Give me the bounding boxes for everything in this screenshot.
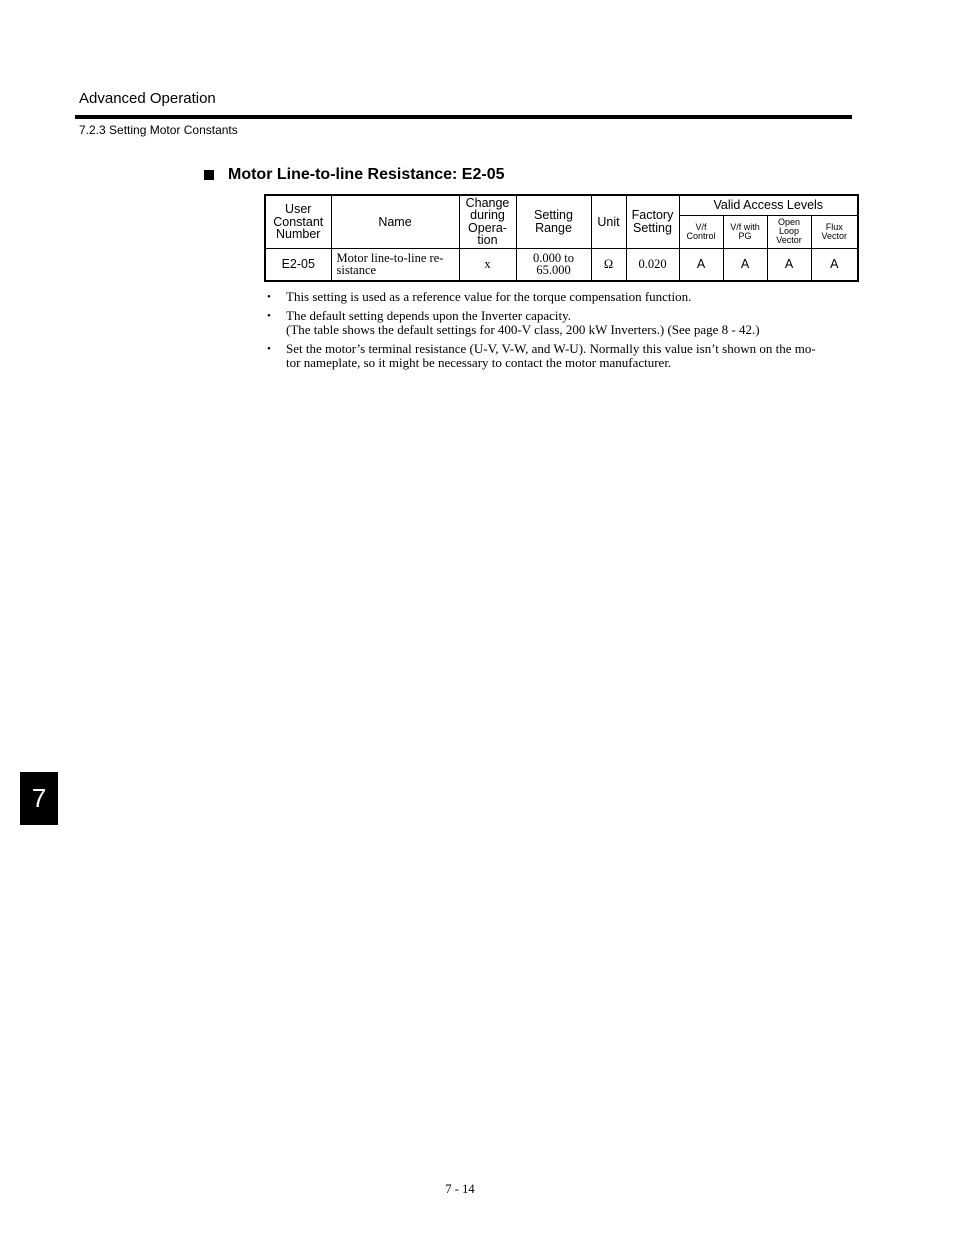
page-number: 7 - 14 [445, 1182, 475, 1196]
header-name: Name [331, 195, 459, 248]
header-user-constant-number: User Constant Number [265, 195, 331, 248]
header-valid-access-levels: Valid Access Levels [679, 195, 858, 215]
header-rule [75, 115, 852, 119]
table-row [265, 248, 858, 281]
notes-list [267, 290, 859, 375]
cell-unit: Ω [591, 248, 626, 281]
cell-vf-with-pg: A [723, 248, 767, 281]
cell-constant-number: E2-05 [265, 248, 331, 281]
bullet-icon: • [267, 309, 271, 322]
header-open-loop-vector: Open Loop Vector [767, 215, 811, 248]
bullet-icon: • [267, 291, 271, 303]
cell-flux-vector: A [811, 248, 858, 281]
list-item: • The default setting depends upon the Inverter capacity. (The table shows the default settings for 400-V class, 200 kW Inverters.) (See page 8 - 42.) [267, 307, 760, 337]
header-vf-with-pg: V/f with PG [723, 215, 767, 248]
cell-vf-control: A [679, 248, 723, 281]
chapter-tab: 7 [20, 772, 58, 825]
parameter-table [264, 194, 859, 282]
cell-open-loop-vector: A [767, 248, 811, 281]
subsection-title: 7.2.3 Setting Motor Constants [79, 123, 238, 137]
cell-factory-setting: 0.020 [626, 248, 679, 281]
header-change-during-operation: Change during Opera- tion [459, 195, 516, 248]
cell-name: Motor line-to-line re- sistance [331, 248, 459, 281]
header-factory-setting: Factory Setting [626, 195, 679, 248]
header-setting-range: Setting Range [516, 195, 591, 248]
running-header-title: Advanced Operation [79, 90, 216, 107]
cell-setting-range: 0.000 to 65.000 [516, 248, 591, 281]
header-flux-vector: Flux Vector [811, 215, 858, 248]
header-unit: Unit [591, 195, 626, 248]
list-item: • Set the motor’s terminal resistance (U-V, V-W, and W-U). Normally this value isn’t shown on the mo- tor nameplate, so it might be necessary to contact the motor manufacturer. [267, 340, 816, 370]
section-heading [204, 166, 505, 184]
header-vf-control: V/f Control [679, 215, 723, 248]
cell-change-during-operation: x [459, 248, 516, 281]
square-bullet-icon [204, 170, 214, 180]
list-item: • This setting is used as a reference value for the torque compensation function. [267, 289, 692, 304]
bullet-icon: • [267, 342, 271, 355]
section-title: Motor Line-to-line Resistance: E2-05 [228, 166, 505, 183]
